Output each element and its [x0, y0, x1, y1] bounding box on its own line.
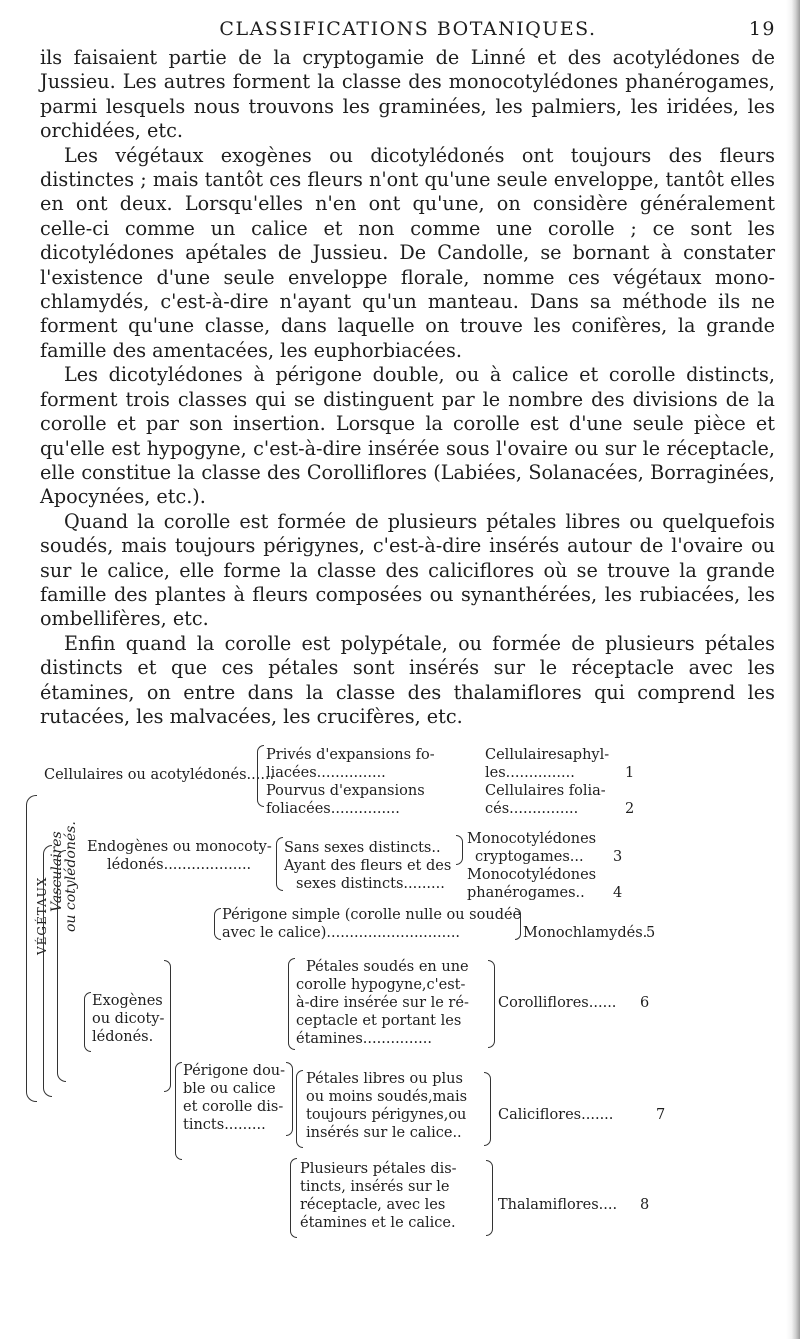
- cellulaires-label: Cellulaires ou acotylédonés......: [44, 767, 275, 783]
- libres-line-4: insérés sur le calice..: [306, 1125, 462, 1141]
- plusieurs-line-4: étamines et le calice.: [300, 1215, 456, 1231]
- class-7-number: 7: [656, 1107, 666, 1123]
- exogenes-line-2: ou dicoty-: [92, 1011, 165, 1027]
- cotyledones-brace: [57, 850, 66, 1082]
- pourvus-line-2: foliacées...............: [266, 801, 400, 817]
- class-2-line-1: Cellulaires folia-: [485, 783, 606, 799]
- paragraph: ils faisaient partie de la cryptogamie de Linné et des acotylédones de Jussieu. Les autres forment la classe des monocotylédones phanérogames, parmi lesquels nous trouvons les graminées, les palmiers, les iridées, les orchidées, etc.: [40, 46, 775, 143]
- endogenes-line-2: lédonés...................: [107, 857, 252, 873]
- plusieurs-right-brace: [486, 1160, 493, 1236]
- class-8-label: Thalamiflores....: [498, 1197, 618, 1213]
- prives-line-1: Privés d'expansions fo-: [266, 747, 435, 763]
- exo-label-brace: [84, 992, 91, 1052]
- class-2-line-2: cés...............: [485, 801, 579, 817]
- running-title: CLASSIFICATIONS BOTANIQUES.: [219, 18, 597, 40]
- libres-line-3: toujours périgynes,ou: [306, 1107, 467, 1123]
- class-3-line-2: cryptogames...: [475, 849, 584, 865]
- ayant-line-2: sexes distincts.........: [296, 876, 445, 892]
- prives-line-2: liacées...............: [266, 765, 386, 781]
- class-3-number: 3: [613, 849, 623, 865]
- plusieurs-line-2: tincts, insérés sur le: [300, 1179, 450, 1195]
- plusieurs-line-1: Plusieurs pétales dis-: [300, 1161, 457, 1177]
- class-6-number: 6: [640, 995, 650, 1011]
- class-5-label: Monochlamydés.: [523, 925, 648, 941]
- simple-line-1: Périgone simple (corolle nulle ou soudée: [222, 907, 522, 923]
- paragraph: Enfin quand la corolle est polypétale, ou formée de plusieurs pétales distincts et que ces pétales sont insérés sur le réceptacle avec les étamines, on entre dans la classe des thalamiflores qui comprend les rutacées, les malvacées, les crucifères, etc.: [40, 631, 775, 728]
- vasculaires-brace: [43, 845, 52, 1097]
- double-line-2: ble ou calice: [183, 1081, 276, 1097]
- sans-sexes-label: Sans sexes distincts..: [284, 840, 441, 856]
- class-4-number: 4: [613, 885, 623, 901]
- exo-right-brace: [164, 960, 171, 1092]
- class-1-line-1: Cellulairesaphyl-: [485, 747, 610, 763]
- class-2-number: 2: [625, 801, 635, 817]
- paragraph: Les végétaux exogènes ou dicotylédonés ont toujours des fleurs distinctes ; mais tantôt ces fleurs n'ont qu'une seule enveloppe, tantôt elles en ont deux. Lorsqu'elles n'en ont qu'une, on considère généralement celle-ci comme un calice et non comme une corolle ; ce sont les dicotylédones apétales de Jussieu. De Candolle, se bornant à constater l'existence d'une seule enveloppe florale, nomme ces végétaux mono-chlamydés, c'est-à-dire n'ayant qu'un manteau. Dans sa méthode ils ne forment qu'une classe, dans laquelle on trouve les conifères, la grande famille des amentacées, les euphorbiacées.: [40, 143, 775, 362]
- class-1-line-2: les...............: [485, 765, 575, 781]
- soudes-line-5: étamines...............: [296, 1031, 432, 1047]
- exogenes-line-3: lédonés.: [92, 1029, 154, 1045]
- double-brace: [175, 1062, 182, 1160]
- soudes-line-3: à-dire insérée sur le ré-: [296, 995, 469, 1011]
- simple-line-2: avec le calice).............................: [222, 925, 461, 941]
- soudes-brace: [288, 958, 295, 1050]
- plusieurs-brace: [290, 1158, 297, 1238]
- libres-right-brace: [484, 1072, 491, 1146]
- libres-line-1: Pétales libres ou plus: [306, 1071, 463, 1087]
- pourvus-line-1: Pourvus d'expansions: [266, 783, 425, 799]
- exogenes-line-1: Exogènes: [92, 993, 163, 1009]
- endogenes-line-1: Endogènes ou monocoty-: [87, 839, 272, 855]
- soudes-line-4: ceptacle et portant les: [296, 1013, 462, 1029]
- class-4-line-1: Monocotylédones: [467, 867, 597, 883]
- soudes-right-brace: [488, 960, 495, 1048]
- vasculaires-sub-label: ou cotylédonés.: [63, 821, 79, 932]
- double-right-brace: [286, 1062, 293, 1136]
- cellulaires-brace: [257, 745, 264, 807]
- root-brace: [26, 795, 37, 1102]
- simple-brace: [515, 908, 521, 940]
- ayant-line-1: Ayant des fleurs et des: [284, 858, 452, 874]
- endogenes-brace: [276, 837, 283, 891]
- page-number: 19: [748, 18, 776, 40]
- exogenes-brace: [214, 908, 221, 940]
- class-8-number: 8: [640, 1197, 650, 1213]
- paragraph: Les dicotylédones à périgone double, ou à calice et corolle distincts, forment trois classes qui se distinguent par le nombre des divisions de la corolle et par son insertion. Lorsque la corolle est d'une seule pièce et qu'elle est hypogyne, c'est-à-dire insérée sous l'ovaire ou sur le réceptacle, elle constitue la classe des Corolliflores (Labiées, Solanacées, Borraginées, Apocynées, etc.).: [40, 363, 775, 509]
- class-6-label: Corolliflores......: [498, 995, 617, 1011]
- sans-sexes-brace: [456, 835, 463, 865]
- class-3-line-1: Monocotylédones: [467, 831, 597, 847]
- soudes-line-2: corolle hypogyne,c'est-: [296, 977, 466, 993]
- root-label: VÉGÉTAUX: [35, 876, 49, 955]
- class-4-line-2: phanérogames..: [467, 885, 585, 901]
- libres-line-2: ou moins soudés,mais: [306, 1089, 468, 1105]
- soudes-line-1: Pétales soudés en une: [306, 959, 469, 975]
- paragraph: Quand la corolle est formée de plusieurs pétales libres ou quelquefois soudés, mais toujours périgynes, c'est-à-dire insérés autour de l'ovaire ou sur le calice, elle forme la classe des caliciflores où se trouve la grande famille des plantes à fleurs composées ou synanthérées, les rubiacées, les ombellifères, etc.: [40, 509, 775, 631]
- class-5-number: 5: [646, 925, 656, 941]
- plusieurs-line-3: réceptacle, avec les: [300, 1197, 446, 1213]
- class-1-number: 1: [625, 765, 635, 781]
- libres-brace: [296, 1070, 303, 1148]
- double-line-3: et corolle dis-: [183, 1099, 284, 1115]
- double-line-1: Périgone dou-: [183, 1063, 286, 1079]
- vasculaires-label: Vasculaires: [49, 831, 65, 912]
- double-line-4: tincts.........: [183, 1117, 266, 1133]
- class-7-label: Caliciflores.......: [498, 1107, 614, 1123]
